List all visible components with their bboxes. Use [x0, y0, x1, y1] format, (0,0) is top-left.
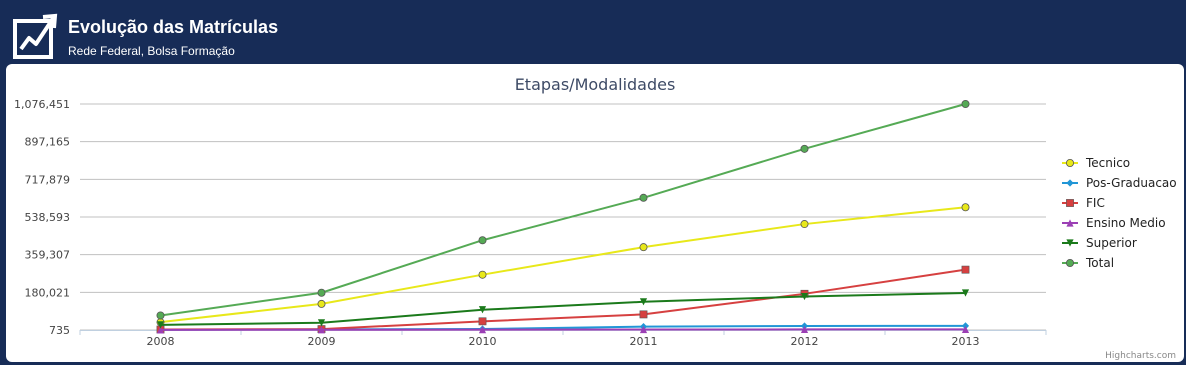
axes	[14, 98, 1046, 348]
legend-item	[1062, 236, 1137, 250]
series-tecnico	[157, 204, 969, 326]
y-tick-label: 180,021	[24, 286, 70, 300]
data-point	[962, 204, 969, 211]
chart-title: Etapas/Modalidades	[514, 75, 676, 94]
chart-credit[interactable]: Highcharts.com	[1105, 351, 1176, 361]
legend-item	[1062, 216, 1166, 230]
data-point	[640, 244, 647, 251]
data-point	[962, 266, 969, 273]
data-point	[479, 271, 486, 278]
x-tick-label: 2009	[307, 335, 336, 348]
data-point	[801, 145, 808, 152]
line-chart	[6, 64, 1184, 362]
y-tick-label: 717,879	[24, 173, 70, 187]
legend-item	[1062, 256, 1114, 270]
y-tick-label: 1,076,451	[14, 98, 70, 111]
data-point	[157, 312, 164, 319]
legend-label: Pos-Graduacao	[1086, 176, 1177, 190]
y-tick-label: 359,307	[24, 248, 70, 262]
data-point	[640, 194, 647, 201]
x-tick-label: 2010	[468, 335, 497, 348]
legend-marker	[1066, 179, 1073, 186]
data-point	[640, 311, 647, 318]
legend-item	[1062, 176, 1177, 190]
header	[0, 0, 1186, 64]
x-tick-label: 2012	[790, 335, 819, 348]
legend-item	[1062, 156, 1130, 170]
y-tick-label: 735	[49, 324, 70, 337]
data-point	[318, 300, 325, 307]
series-line	[161, 270, 966, 330]
legend-item	[1062, 196, 1105, 210]
grid-lines	[80, 104, 1046, 330]
legend-label: FIC	[1086, 196, 1105, 210]
page-subtitle: Rede Federal, Bolsa Formação	[68, 44, 235, 58]
legend-label: Tecnico	[1086, 156, 1131, 170]
x-tick-label: 2011	[629, 335, 658, 348]
legend-marker	[1066, 159, 1073, 166]
legend-label: Superior	[1086, 236, 1137, 250]
chart-growth-icon	[12, 12, 60, 60]
chart-panel	[6, 64, 1184, 362]
y-tick-label: 897,165	[24, 135, 70, 149]
data-point	[479, 318, 486, 325]
y-tick-label: 538,593	[24, 211, 70, 224]
data-point	[962, 100, 969, 107]
legend-marker	[1066, 199, 1073, 206]
data-point	[318, 289, 325, 296]
legend-label: Ensino Medio	[1086, 216, 1166, 230]
series-total	[157, 100, 969, 319]
legend-marker	[1066, 259, 1073, 266]
x-tick-label: 2008	[146, 335, 175, 348]
series-line	[161, 104, 966, 315]
data-point	[479, 237, 486, 244]
data-point	[801, 220, 808, 227]
legend	[1062, 156, 1177, 270]
x-tick-label: 2013	[951, 335, 980, 348]
legend-label: Total	[1086, 256, 1115, 270]
page-title: Evolução das Matrículas	[68, 17, 279, 37]
